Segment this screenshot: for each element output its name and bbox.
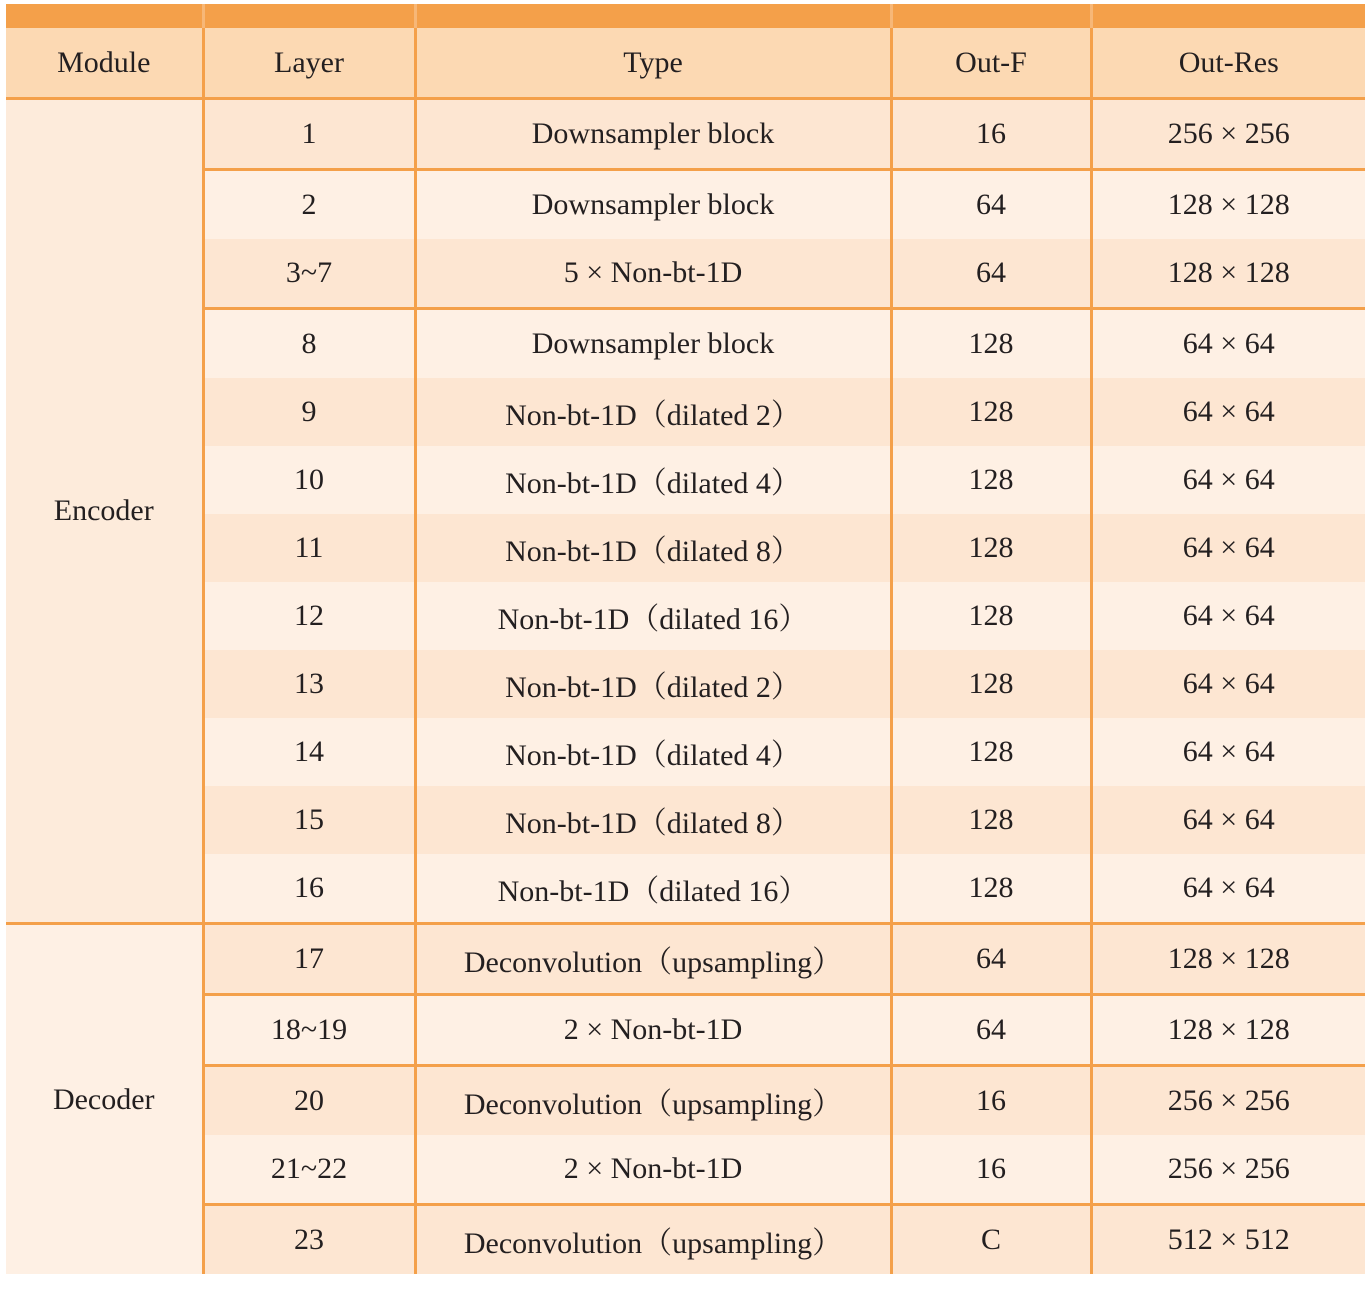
header-out-f: Out-F: [891, 28, 1091, 99]
cell-out-res: 512 × 512: [1091, 1205, 1365, 1275]
table-row: [6, 309, 1365, 379]
module-decoder: Decoder: [6, 924, 203, 1275]
table-row: [6, 1135, 1365, 1205]
cell-out-res: 64 × 64: [1091, 650, 1365, 718]
header-type: Type: [415, 28, 891, 99]
cell-type: Non-bt-1D（dilated 2）: [415, 650, 891, 718]
table-row: [6, 854, 1365, 924]
cell-layer: 13: [203, 650, 415, 718]
cell-type: Non-bt-1D（dilated 4）: [415, 446, 891, 514]
cell-type: Non-bt-1D（dilated 4）: [415, 718, 891, 786]
table-row: [6, 1066, 1365, 1136]
cell-layer: 14: [203, 718, 415, 786]
module-encoder: Encoder: [6, 99, 203, 924]
cell-type: 5 × Non-bt-1D: [415, 239, 891, 309]
cell-out-f: 16: [891, 99, 1091, 170]
cell-out-res: 64 × 64: [1091, 582, 1365, 650]
cell-out-f: 128: [891, 378, 1091, 446]
table-row: [6, 239, 1365, 309]
cell-out-res: 64 × 64: [1091, 854, 1365, 924]
table-row: [6, 650, 1365, 718]
cell-layer: 8: [203, 309, 415, 379]
cell-layer: 20: [203, 1066, 415, 1136]
cell-out-res: 128 × 128: [1091, 239, 1365, 309]
cell-out-f: 128: [891, 514, 1091, 582]
cell-layer: 1: [203, 99, 415, 170]
cell-out-res: 256 × 256: [1091, 1066, 1365, 1136]
cell-out-f: 128: [891, 650, 1091, 718]
table-row: [6, 99, 1365, 170]
cell-out-res: 64 × 64: [1091, 786, 1365, 854]
cell-layer: 3~7: [203, 239, 415, 309]
table-row: [6, 995, 1365, 1066]
table-row: [6, 1205, 1365, 1275]
cell-out-f: 64: [891, 170, 1091, 240]
table-body: [6, 99, 1365, 1275]
cell-out-res: 128 × 128: [1091, 170, 1365, 240]
table-row: [6, 924, 1365, 995]
cell-layer: 21~22: [203, 1135, 415, 1205]
cell-layer: 2: [203, 170, 415, 240]
cell-out-res: 128 × 128: [1091, 924, 1365, 995]
cell-layer: 12: [203, 582, 415, 650]
cell-layer: 23: [203, 1205, 415, 1275]
cell-out-f: 16: [891, 1066, 1091, 1136]
cell-out-f: 128: [891, 582, 1091, 650]
table-row: [6, 514, 1365, 582]
cell-out-f: 128: [891, 854, 1091, 924]
cell-out-f: 128: [891, 786, 1091, 854]
cell-out-f: 128: [891, 309, 1091, 379]
header-row: [6, 28, 1365, 99]
cell-type: 2 × Non-bt-1D: [415, 995, 891, 1066]
table-row: [6, 582, 1365, 650]
cell-layer: 18~19: [203, 995, 415, 1066]
cell-layer: 9: [203, 378, 415, 446]
cell-layer: 17: [203, 924, 415, 995]
cell-layer: 16: [203, 854, 415, 924]
cell-out-f: 64: [891, 995, 1091, 1066]
header-top-bar: [6, 4, 1365, 28]
cell-out-res: 64 × 64: [1091, 446, 1365, 514]
header-module: Module: [6, 28, 203, 99]
cell-type: Non-bt-1D（dilated 8）: [415, 786, 891, 854]
cell-out-res: 128 × 128: [1091, 995, 1365, 1066]
cell-out-res: 256 × 256: [1091, 1135, 1365, 1205]
cell-out-f: 128: [891, 446, 1091, 514]
cell-type: Deconvolution（upsampling）: [415, 1205, 891, 1275]
cell-type: Non-bt-1D（dilated 16）: [415, 582, 891, 650]
cell-type: Non-bt-1D（dilated 8）: [415, 514, 891, 582]
table-row: [6, 446, 1365, 514]
table-row: [6, 378, 1365, 446]
table-row: [6, 786, 1365, 854]
cell-type: Downsampler block: [415, 99, 891, 170]
architecture-table: [6, 4, 1365, 1274]
cell-out-f: 128: [891, 718, 1091, 786]
table-row: [6, 170, 1365, 240]
table-row: [6, 718, 1365, 786]
cell-out-res: 64 × 64: [1091, 514, 1365, 582]
cell-type: Downsampler block: [415, 309, 891, 379]
cell-layer: 15: [203, 786, 415, 854]
header-out-res: Out-Res: [1091, 28, 1365, 99]
cell-out-f: 64: [891, 924, 1091, 995]
cell-out-res: 64 × 64: [1091, 309, 1365, 379]
cell-out-f: 64: [891, 239, 1091, 309]
cell-out-f: 16: [891, 1135, 1091, 1205]
cell-layer: 11: [203, 514, 415, 582]
cell-type: 2 × Non-bt-1D: [415, 1135, 891, 1205]
cell-type: Non-bt-1D（dilated 2）: [415, 378, 891, 446]
cell-layer: 10: [203, 446, 415, 514]
cell-out-res: 256 × 256: [1091, 99, 1365, 170]
cell-out-res: 64 × 64: [1091, 378, 1365, 446]
cell-out-res: 64 × 64: [1091, 718, 1365, 786]
header-layer: Layer: [203, 28, 415, 99]
cell-out-f: C: [891, 1205, 1091, 1275]
cell-type: Downsampler block: [415, 170, 891, 240]
cell-type: Deconvolution（upsampling）: [415, 924, 891, 995]
cell-type: Non-bt-1D（dilated 16）: [415, 854, 891, 924]
cell-type: Deconvolution（upsampling）: [415, 1066, 891, 1136]
